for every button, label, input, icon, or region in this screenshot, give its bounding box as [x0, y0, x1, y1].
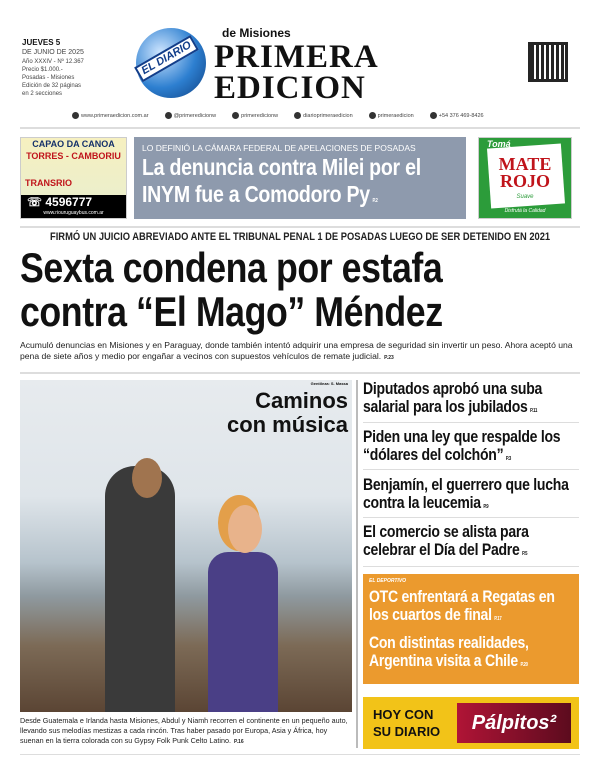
lead-summary-text: Acumuló denuncias en Misiones y en Paraguay, donde también intentó adquirir una empresa de seguridad sin invertir un peso. Ahora aceptó una pena de siete años y medio por engañar a vecinos con supuestos vehículos de remate judicial.: [20, 340, 573, 361]
x-icon: [165, 112, 172, 119]
divider: [363, 469, 579, 470]
photo-credit: Gentileza: S. Massa: [310, 381, 348, 386]
divider: [20, 226, 580, 228]
social-link-youtube[interactable]: [369, 112, 414, 119]
divider: [363, 422, 579, 423]
photo-caption: [20, 716, 352, 747]
edition-price: Precio $1.000.-: [22, 67, 63, 73]
ad-phone-number: 4596777: [45, 195, 93, 209]
social-link-instagram[interactable]: [294, 112, 353, 119]
divider: [363, 517, 579, 518]
story-link[interactable]: [369, 634, 573, 674]
sports-section-label: EL DEPORTIVO: [369, 578, 407, 584]
page-ref: P.23: [384, 355, 394, 361]
photo-title-line: con música: [226, 412, 348, 437]
story-link[interactable]: [369, 588, 573, 628]
page-ref: P.3: [505, 456, 512, 462]
page-ref: P.5: [522, 551, 528, 557]
ad-url: www.riouruguaybus.com.ar: [21, 209, 126, 218]
page-ref: P.17: [494, 616, 502, 622]
teaser-story[interactable]: [134, 137, 466, 219]
social-text: @primeredicionw: [173, 112, 217, 119]
instagram-icon: [294, 112, 301, 119]
divider: [20, 127, 580, 129]
sports-box: [363, 574, 579, 684]
ad-text: SU DIARIO: [373, 724, 441, 739]
edition-sections: en 2 secciones: [22, 91, 63, 97]
story-headline: Diputados aprobó una suba salarial para los jubilados: [363, 380, 543, 416]
photo-person: [132, 458, 162, 498]
social-text: primeraedicion: [377, 112, 414, 119]
story-link[interactable]: [363, 380, 579, 420]
social-text: +54 376 469-8426: [438, 112, 484, 119]
story-headline: OTC enfrentará a Regatas en los cuartos de final: [369, 588, 555, 624]
story-link[interactable]: [363, 523, 579, 563]
ad-phone: ☏ 4596777: [21, 195, 126, 209]
page-ref: P.20: [520, 662, 528, 668]
logo-badge: EL DIARIO: [134, 35, 199, 82]
photo-title: [227, 389, 348, 437]
edition-place: Posadas - Misiones: [22, 75, 75, 81]
social-text: www.primeraedicion.com.ar: [81, 112, 149, 119]
facebook-icon: [232, 112, 239, 119]
story-headline: Benjamín, el guerrero que lucha contra la leucemia: [363, 476, 569, 512]
edition-day: JUEVES 5: [22, 38, 61, 47]
ad-brand: MATE ROJO: [498, 154, 552, 191]
logo-subtitle: de Misiones: [222, 26, 291, 40]
ad-tagline: Disfrutá la Calidad: [504, 208, 546, 214]
story-photo[interactable]: [20, 380, 352, 712]
globe-icon: [72, 112, 79, 119]
teaser-kicker: LO DEFINIÓ LA CÁMARA FEDERAL DE APELACIONES DE POSADAS: [142, 143, 416, 153]
lead-summary: [20, 340, 580, 364]
column-divider: [356, 380, 358, 748]
social-text: diarioprimeraedicion: [303, 112, 353, 119]
ad-brand: TRANSRIO: [25, 178, 72, 188]
ad-text: CAPAO DA CANOA: [32, 139, 115, 149]
story-headline: Con distintas realidades, Argentina visita a Chile: [369, 634, 529, 670]
logo-line-1: PRIMERA: [214, 39, 379, 75]
page-ref: P.16: [233, 739, 244, 745]
photo-title-line: Caminos: [255, 388, 348, 413]
logo-line-2: EDICION: [214, 70, 366, 106]
edition-issue: Año XXXIV - Nº 12.367: [22, 59, 84, 65]
whatsapp-icon: [430, 112, 437, 119]
edition-pages: Edición de 32 páginas: [22, 83, 82, 89]
social-link-facebook[interactable]: [232, 112, 278, 119]
ad-text: Tomá: [487, 139, 511, 149]
page-ref: P.9: [483, 504, 489, 510]
ad-brand: Pálpitos²: [457, 703, 571, 743]
edition-info: [22, 38, 84, 98]
social-link-whatsapp[interactable]: [430, 112, 484, 119]
story-link[interactable]: [363, 476, 579, 516]
ad-mate-rojo[interactable]: [478, 137, 572, 219]
page-ref: P.11: [530, 408, 538, 414]
newspaper-logo[interactable]: [132, 26, 462, 106]
lead-headline-line: Sexta condena por estafa: [20, 244, 443, 291]
lead-kicker: FIRMÓ UN JUICIO ABREVIADO ANTE EL TRIBUNAL PENAL 1 DE POSADAS LUEGO DE SER DETENIDO EN 2021: [50, 231, 551, 243]
ad-text: TORRES - CAMBORIU: [26, 151, 121, 161]
ad-text: HOY CON: [373, 707, 434, 722]
lead-headline[interactable]: [20, 246, 580, 334]
teaser-headline: La denuncia contra Milei por el INYM fue a Comodoro Py: [142, 154, 421, 207]
caption-text: Desde Guatemala e Irlanda hasta Misiones, Abdul y Niamh recorren el continente en un pequeño auto, llevando sus melodías mestizas a cada rincón. Tras haber pasado por Europa, Asia y África, hoy suenan en la tierra colorada con su Gypsy Folk Punk Celto Latino.: [20, 716, 348, 745]
story-link[interactable]: [363, 428, 579, 468]
story-headline: Piden una ley que respalde los “dólares del colchón”: [363, 428, 561, 464]
edition-date: DE JUNIO DE 2025: [22, 49, 84, 56]
ad-transrio[interactable]: [20, 137, 127, 219]
social-link-x[interactable]: [165, 112, 217, 119]
ad-palpitos[interactable]: [363, 697, 579, 749]
photo-person: [208, 552, 278, 712]
photo-person: [105, 466, 175, 712]
social-links: [72, 112, 542, 119]
page-ref: P.2: [372, 198, 378, 204]
divider: [20, 372, 580, 374]
ad-text: Suave: [516, 194, 534, 200]
divider: [20, 754, 580, 755]
lead-headline-line: contra “El Mago” Méndez: [20, 288, 443, 335]
social-text: primeredicionw: [241, 112, 279, 119]
story-headline: El comercio se alista para celebrar el Día del Padre: [363, 523, 529, 559]
photo-person: [228, 505, 262, 553]
qr-code-icon: [528, 42, 568, 82]
social-link-web[interactable]: [72, 112, 149, 119]
youtube-icon: [369, 112, 376, 119]
divider: [363, 566, 579, 567]
